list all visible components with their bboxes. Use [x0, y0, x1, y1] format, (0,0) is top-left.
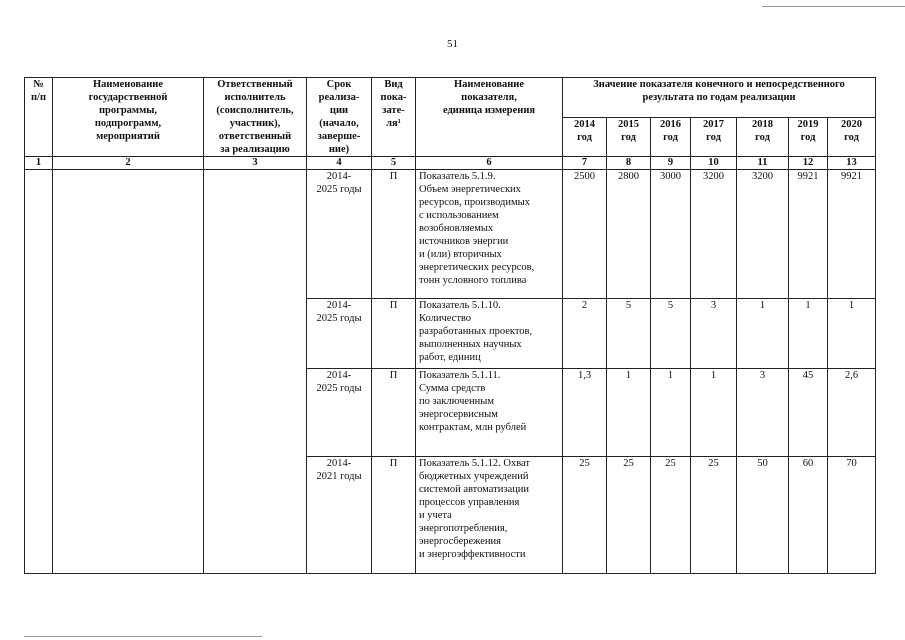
table-row	[25, 170, 876, 299]
cell-value: 5	[607, 299, 651, 369]
cell-value: 25	[563, 457, 607, 574]
cell-value: 3200	[737, 170, 789, 299]
header-number: № п/п	[25, 78, 53, 157]
cell-value: 2800	[607, 170, 651, 299]
cell-period: 2014- 2025 годы	[307, 299, 372, 369]
cell-value: 25	[607, 457, 651, 574]
column-number: 12	[789, 157, 828, 170]
column-number: 2	[53, 157, 204, 170]
scan-artifact-line	[24, 636, 262, 637]
cell-indicator-type: П	[372, 369, 416, 457]
cell-period: 2014- 2021 годы	[307, 457, 372, 574]
cell-period: 2014- 2025 годы	[307, 170, 372, 299]
cell-indicator-name: Показатель 5.1.11. Сумма средств по заключенным энергосервисным контрактам, млн рублей	[416, 369, 563, 457]
header-indicator-name: Наименование показателя, единица измерения	[416, 78, 563, 157]
header-year: 2020 год	[828, 117, 876, 157]
cell-value: 2,6	[828, 369, 876, 457]
cell-value: 50	[737, 457, 789, 574]
cell-executor-empty	[204, 170, 307, 574]
cell-value: 3200	[691, 170, 737, 299]
header-year: 2014 год	[563, 117, 607, 157]
header-indicator-type: Вид пока- зате- ля¹	[372, 78, 416, 157]
column-number: 11	[737, 157, 789, 170]
column-number: 10	[691, 157, 737, 170]
header-executor: Ответственный исполнитель (соисполнитель, участник), ответственный за реализацию	[204, 78, 307, 157]
header-year: 2018 год	[737, 117, 789, 157]
cell-value: 3000	[651, 170, 691, 299]
header-row-1	[25, 78, 876, 118]
cell-value: 1	[737, 299, 789, 369]
cell-value: 25	[651, 457, 691, 574]
cell-value: 60	[789, 457, 828, 574]
page-number: 51	[447, 38, 458, 50]
cell-value: 2	[563, 299, 607, 369]
column-number: 4	[307, 157, 372, 170]
scan-artifact-line	[762, 6, 905, 7]
cell-program-empty	[53, 170, 204, 574]
cell-indicator-type: П	[372, 299, 416, 369]
cell-number-empty	[25, 170, 53, 574]
cell-value: 3	[737, 369, 789, 457]
cell-value: 5	[651, 299, 691, 369]
column-number: 6	[416, 157, 563, 170]
header-program: Наименование государственной программы, подпрограмм, мероприятий	[53, 78, 204, 157]
column-number: 1	[25, 157, 53, 170]
cell-value: 2500	[563, 170, 607, 299]
cell-indicator-type: П	[372, 170, 416, 299]
cell-value: 45	[789, 369, 828, 457]
column-number: 7	[563, 157, 607, 170]
cell-value: 1	[607, 369, 651, 457]
cell-indicator-name: Показатель 5.1.12. Охват бюджетных учреждений системой автоматизации процессов управления и учета энергопотребления, энергосбережения и энергоэффективности	[416, 457, 563, 574]
indicator-table	[24, 77, 876, 574]
cell-period: 2014- 2025 годы	[307, 369, 372, 457]
cell-indicator-type: П	[372, 457, 416, 574]
header-period: Срок реализа- ции (начало, заверше- ние)	[307, 78, 372, 157]
header-values-group: Значение показателя конечного и непосредственного результата по годам реализации	[563, 78, 876, 118]
cell-value: 9921	[828, 170, 876, 299]
cell-value: 1	[828, 299, 876, 369]
column-number: 5	[372, 157, 416, 170]
header-year: 2017 год	[691, 117, 737, 157]
column-number: 9	[651, 157, 691, 170]
cell-value: 9921	[789, 170, 828, 299]
column-number: 13	[828, 157, 876, 170]
cell-indicator-name: Показатель 5.1.10. Количество разработанных проектов, выполненных научных работ, единиц	[416, 299, 563, 369]
cell-value: 3	[691, 299, 737, 369]
header-year: 2016 год	[651, 117, 691, 157]
cell-value: 25	[691, 457, 737, 574]
cell-value: 1	[651, 369, 691, 457]
header-year: 2019 год	[789, 117, 828, 157]
column-numbers-row	[25, 157, 876, 170]
cell-indicator-name: Показатель 5.1.9. Объем энергетических ресурсов, производимых с использованием возобновляемых источников энергии и (или) вторичных энергетических ресурсов, тонн условного топлива	[416, 170, 563, 299]
cell-value: 1,3	[563, 369, 607, 457]
column-number: 3	[204, 157, 307, 170]
header-year: 2015 год	[607, 117, 651, 157]
column-number: 8	[607, 157, 651, 170]
cell-value: 1	[691, 369, 737, 457]
cell-value: 1	[789, 299, 828, 369]
cell-value: 70	[828, 457, 876, 574]
